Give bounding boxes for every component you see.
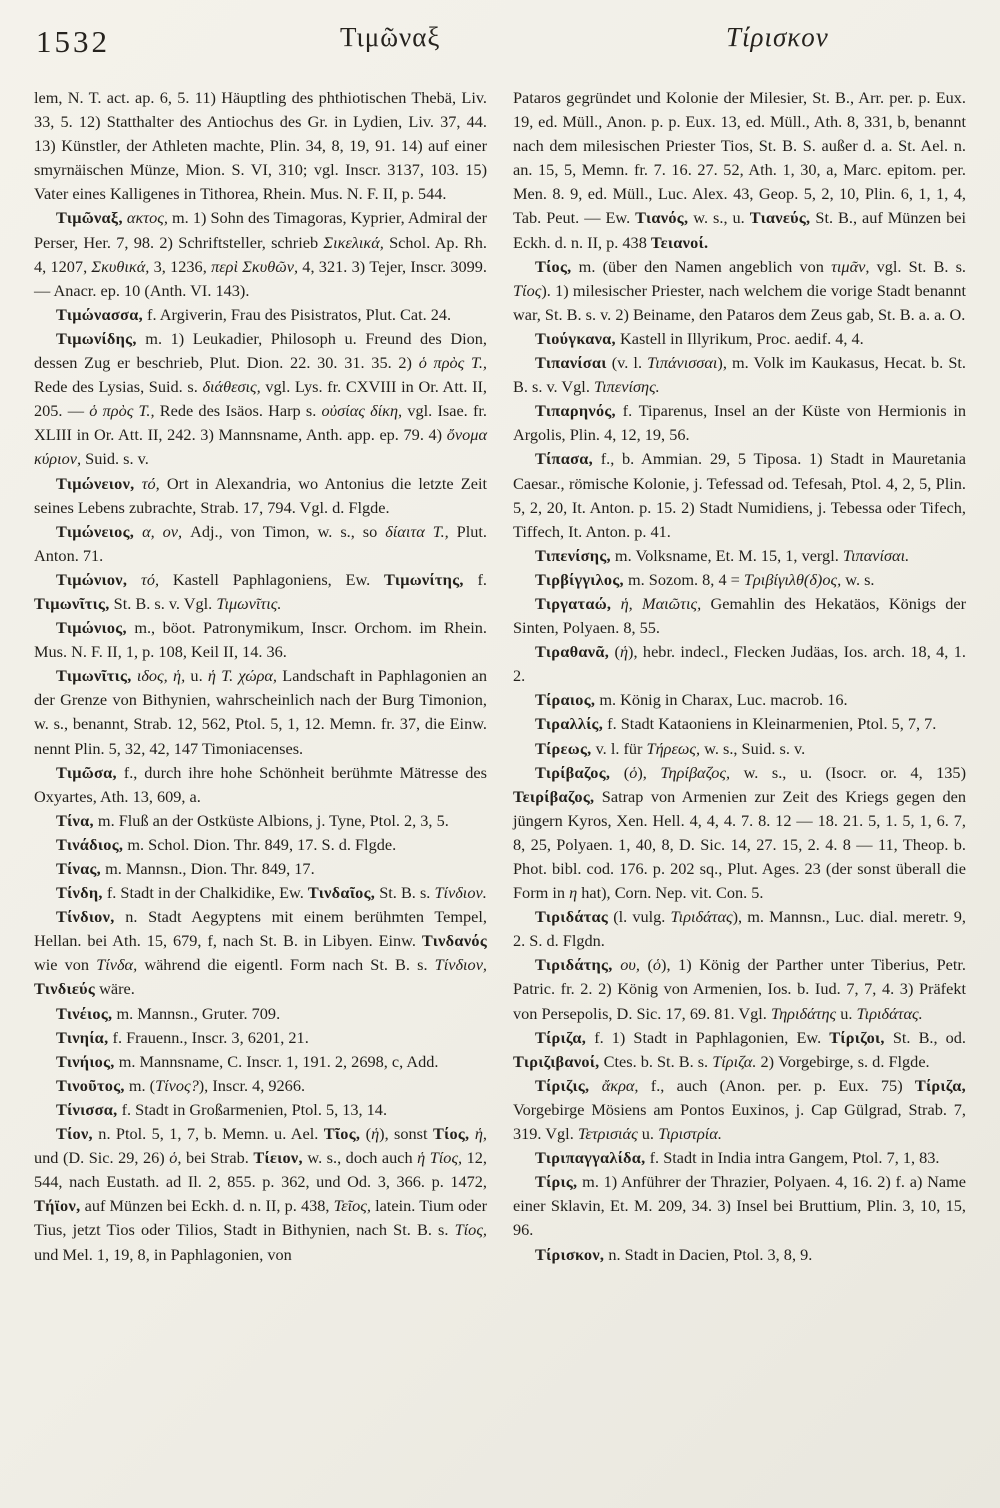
entry-headword: Τινηία, [56,1027,109,1047]
greek-term: α, ον, [142,521,183,541]
dictionary-entry: Τίον, n. Ptol. 5, 1, 7, b. Memn. u. Ael. Τῖος, (ἡ), sonst Τίος, ἡ, und (D. Sic. 29, 26) ὁ, bei Strab. Τίειον, w. s., doch auch ἡ Τίος, 12, 544, nach Eustath. ad Il. 2, 855. p. 362, und Od. 3, 366. p. 1472, Τήϊον, auf Münzen bei Eckh. d. n. II, p. 438, Τεῖος, latein. Tium oder Tius, jetzt Tios oder Tilios, Stadt in Bithynien, nach St. B. s. Τίος, und Mel. 1, 19, 8, in Paphlagonien, von [34,1124,488,1264]
entry-headword: Τιμῶναξ, [56,208,123,228]
dictionary-entry: Τιμώνιον, τό, Kastell Paphlagoniens, Ew. Τιμωνίτης, f. Τιμωνῖτις, St. B. s. v. Vgl. Τιμωνῖτις. [34,569,487,613]
page-header [0,16,1000,80]
dictionary-entry: Τιριπαγγαλίδα, f. Stadt in India intra Gangem, Ptol. 7, 1, 83. [535,1148,940,1168]
dictionary-entry: Τιούγκανα, Kastell in Illyrikum, Proc. aedif. 4, 4. [535,328,864,348]
greek-term: ὁ [629,762,638,782]
continuation-paragraph: lem, N. T. act. ap. 6, 5. 11) Häuptling des phthiotischen Thebä, Liv. 33, 5. 12) Statthalter des Antiochus des Gr. in Lydien, Liv. 37, 44. 13) Künstler, der Athleten machte, Plin. 34, 8, 19, 91. 14) auf einer smyrnäischen Münze, Mion. S. VI, 310; vgl. Inscr. 3137, 103. 15) Vater eines Kalligenes in Tithorea, Rhein. Mus. N. F. II, p. 544. [34,88,487,204]
page-number: 1532 [36,24,110,59]
entry-headword: Τιρίβαζος, [535,762,611,782]
entry-headword: Τινοῦτος, [56,1075,125,1095]
entry-headword: Τιμωνῖτις, [34,593,110,613]
greek-term: τιμᾶν, [831,256,870,276]
dictionary-entry: Τίρισκον, n. Stadt in Dacien, Ptol. 3, 8, 9. [535,1244,813,1264]
greek-term: Τιμωνῖτις. [216,593,282,613]
entry-headword: Τίριζις, [535,1075,590,1095]
dictionary-entry: Τίνας, m. Mannsn., Dion. Thr. 849, 17. [56,859,315,878]
entry-headword: Τίνα, [56,810,94,830]
dictionary-entry: Τιραθανᾶ, (ἡ), hebr. indecl., Flecken Judäas, Ios. arch. 18, 4, 1. 2. [513,642,966,686]
greek-term: ἡ [371,1124,380,1144]
dictionary-entry: Τίνισσα, f. Stadt in Großarmenien, Ptol. 5, 13, 14. [56,1099,388,1119]
dictionary-entry: Τίριζα, f. 1) Stadt in Paphlagonien, Ew. Τίριζοι, St. B., od. Τιριζιβανοί, Ctes. b. St. B. s. Τίριζα. 2) Vorgebirge, s. d. Flgde. [513,1027,967,1071]
greek-term: ὁ [652,955,662,975]
greek-term: ακτος, [126,208,168,228]
entry-headword: Τιπαρηνός, [535,401,616,421]
greek-term: Τίος, [454,1220,487,1240]
greek-term: ὄνομα κύριον, [34,425,487,469]
entry-headword: Τιρβίγγιλος, [535,569,624,589]
greek-term: Τίνος? [155,1075,199,1095]
text-columns [34,86,966,1267]
entry-headword: Τιμώνειον, [56,473,135,493]
entry-headword: Τινδιεύς [34,979,96,999]
dictionary-entry: Τίνδη, f. Stadt in der Chalkidike, Ew. Τινδαῖος, St. B. s. Τίνδιον. [56,883,487,903]
entry-headword: Τειρίβαζος, [513,786,595,806]
greek-term: ἄκρα, [601,1075,639,1095]
entry-headword: Τίριζα, [914,1075,967,1095]
greek-term: ἡ Τίος, [417,1148,463,1168]
dictionary-entry: Τιρίβαζος, (ὁ), Τηρίβαζος, w. s., u. (Isocr. or. 4, 135) Τειρίβαζος, Satrap von Armenien zur Zeit des Kriegs gegen den jüngern Kyros, Xen. Hell. 4, 4, 4. 7. 8. 12 — 18. 21. 5, 1. 5, 1, 6. 7, 8, 25, Polyaen. 1, 40, 8, D. Sic. 14, 27. 15, 2. 4. 8 — 11, Theop. b. Phot. bibl. cod. 176. p. 202 sq., Plut. Ages. 23 (der sonst überall die Form in η hat), Corn. Nep. vit. Con. 5. [513,762,966,903]
entry-headword: Τιμωνῖτις, [56,666,132,686]
entry-headword: Τιμωνίδης, [56,328,137,348]
greek-term: ὁ πρὸς Τ., [418,353,487,373]
entry-headword: Τῖος, [323,1124,361,1144]
entry-headword: Τινέιος, [56,1003,113,1023]
dictionary-entry: Τίνδιον, n. Stadt Aegyptens mit einem berühmten Tempel, Hellan. bei Ath. 15, 679, f, nach St. B. in Libyen. Einw. Τινδανός wie von Τίνδα, während die eigentl. Form nach St. B. s. Τίνδιον, Τινδιεύς wäre. [34,907,487,999]
dictionary-entry: Τίπασα, f., b. Ammian. 29, 5 Tiposa. 1) Stadt in Mauretania Caesar., römische Kolonie, j. Tefessad od. Tefesah, Ptol. 4, 2, 5, Plin. 5, 2, 20, It. Anton. p. 15. 2) Stadt Numidiens, j. Tebessa oder Tifech, Tiffech, It. Anton. p. 41. [513,449,966,541]
dictionary-entry: Τίριζις, ἄκρα, f., auch (Anon. per. p. Eux. 75) Τίριζα, Vorgebirge Mösiens am Pontos Euxinos, j. Cap Gülgrad, Strab. 7, 319. Vgl. Τετρισιάς u. Τιριστρία. [513,1075,967,1144]
entry-headword: Τίειον, [253,1148,303,1168]
entry-headword: Τίπασα, [535,449,594,469]
entry-headword: Τιραλλίς, [535,714,604,734]
greek-term: η [569,883,578,903]
greek-term: Τιπενίσης. [593,377,660,397]
dictionary-entry: Τινήιος, m. Mannsname, C. Inscr. 1, 191. 2, 2698, c, Add. [56,1051,439,1071]
greek-term: ου, [620,955,640,975]
dictionary-entry: Τίρις, m. 1) Anführer der Thrazier, Polyaen. 4, 16. 2) f. a) Name einer Sklavin, Et. M. 209, 34. 3) Insel bei Bruttium, Plin. 3, 10, 15, 96. [513,1172,966,1240]
dictionary-entry: Τιμώνιος, m., böot. Patronymikum, Inscr. Orchom. im Rhein. Mus. N. F. II, 1, p. 108, Keil II, 14. 36. [34,618,487,662]
continuation-paragraph: Pataros gegründet und Kolonie der Milesier, St. B., Arr. per. p. Eux. 19, ed. Müll., Anon. p. p. Eux. 13, ed. Müll., Ath. 8, 331, b, benannt nach dem milesischen Priester Tios, St. B. S. außer d. a. St. Ael. n. an. 15, 5, Memn. fr. 7. 16. 27. 52, Ath. 1, 30, a, Marc. epitom. per. Men. 8. 9, ed. Müll., Luc. Alex. 43, Geop. 5, 2, 10, Plin. 6, 1, 1, 4, Tab. Peut. — Ew. Τιανός, w. s., u. Τιανεύς, St. B., auf Münzen bei Eckh. d. n. II, p. 438 Τειανοί. [513,88,966,252]
dictionary-entry: Τίρεως, v. l. für Τήρεως, w. s., Suid. s. v. [535,738,806,758]
entry-headword: Τίριζοι, [829,1027,885,1047]
greek-term: Τίνδιον, [434,955,487,975]
entry-headword: Τιπανίσαι [535,353,607,373]
dictionary-entry: Τιμωνῖτις, ιδος, ἡ, u. ἡ Τ. χώρα, Landschaft in Paphlagonien an der Grenze von Bithynien, wahrscheinlich nach der Burg Timonion, w. s., benannt, Strab. 12, 562, Ptol. 5, 1, 12. Memn. fr. 37, die Einw. nennt Plin. 5, 32, 42, 147 Timoniacenses. [34,666,488,758]
greek-term: Τεῖος, [333,1196,371,1216]
entry-headword: Τίρις, [535,1172,578,1192]
dictionary-entry: Τίος, m. (über den Namen angeblich von τιμᾶν, vgl. St. B. s. Τίος). 1) milesischer Priester, nach welchem die vorige Stadt benannt war, St. B. s. v. 2) Beiname, den Pataros dem Zeus gab, St. B. a. a. O. [513,256,966,324]
column-left [34,86,487,1267]
entry-headword: Τιμώνειος, [56,521,135,541]
entry-headword: Τιούγκανα, [535,328,616,348]
entry-headword: Τιριδάτης, [535,955,613,975]
entry-headword: Τιπενίσης, [535,545,611,565]
greek-term: τό, [141,473,160,493]
entry-headword: Τιμώνιον, [56,569,128,589]
entry-headword: Τίνδιον, [56,907,115,927]
entry-headword: Τιριδάτας [535,907,609,927]
greek-term: τό, [141,569,160,589]
dictionary-entry: Τιργαταώ, ἡ, Μαιῶτις, Gemahlin des Hekatäos, Königs der Sinten, Polyaen. 8, 55. [513,593,967,638]
entry-headword: Τιριπαγγαλίδα, [535,1148,646,1168]
dictionary-entry: Τιμώνειος, α, ον, Adj., von Timon, w. s., so δίαιτα Τ., Plut. Anton. 71. [34,521,487,565]
greek-term: Τίνδιον. [434,883,487,903]
entry-headword: Τινήιος, [56,1051,115,1071]
greek-term: Τηρίβαζος, [660,762,731,782]
entry-headword: Τινδανός [421,931,487,951]
greek-term: περὶ Σκυθῶν, [211,256,299,276]
greek-term: Τίνδα, [96,955,138,975]
greek-term: Τιριδάτας [670,907,733,927]
entry-headword: Τιργαταώ, [535,593,612,613]
greek-term: Τιριδάτας. [856,1003,923,1023]
left-column-keyword: Τιμῶναξ [340,22,441,52]
greek-term: ιδος, [136,666,168,686]
entry-headword: Τιμῶσα, [56,762,117,782]
dictionary-entry: Τιπαρηνός, f. Tiparenus, Insel an der Küste von Hermionis in Argolis, Plin. 4, 12, 19, 56. [513,401,966,445]
dictionary-entry: Τιριδάτης, ου, (ὁ), 1) König der Parther unter Tiberius, Petr. Patric. fr. 2. 2) König von Armenien, Ios. b. Iud. 7, 7, 4. 3) Präfekt von Persepolis, D. Sic. 17, 69. 81. Vgl. Τηριδάτης u. Τιριδάτας. [513,955,966,1023]
greek-term: ἡ Τ. χώρα, [207,666,278,686]
dictionary-entry: Τιριδάτας (l. vulg. Τιριδάτας), m. Mannsn., Luc. dial. meretr. 9, 2. S. d. Flgdn. [513,907,966,951]
dictionary-entry: Τίραιος, m. König in Charax, Luc. macrob. 16. [535,690,848,710]
column-right [513,86,966,1267]
dictionary-entry: Τιμώνασσα, f. Argiverin, Frau des Pisistratos, Plut. Cat. 24. [56,304,452,324]
dictionary-entry: Τίνα, m. Fluß an der Ostküste Albions, j. Tyne, Ptol. 2, 3, 5. [56,810,449,830]
entry-headword: Τίριζα, [535,1027,587,1047]
entry-headword: Τήϊον, [34,1196,81,1216]
greek-term: Τιπανίσαι. [842,545,910,565]
entry-headword: Τίρισκον, [535,1244,605,1264]
greek-term: Σκυθικά, [91,256,150,276]
greek-term: Τετρισιάς [577,1124,638,1144]
greek-term: Σικελικά, [323,232,384,252]
dictionary-entry: Τιμῶναξ, ακτος, m. 1) Sohn des Timagoras, Kyprier, Admiral der Perser, Her. 7, 98. 2) Schriftsteller, schrieb Σικελικά, Schol. Ap. Rh. 4, 1207, Σκυθικά, 3, 1236, περὶ Σκυθῶν, 4, 321. 3) Tejer, Inscr. 3099. — Anacr. ep. 10 (Anth. VI. 143). [34,208,488,300]
entry-headword: Τίνδη, [56,883,103,903]
greek-term: ὁ πρὸς Τ., [89,401,155,421]
entry-headword: Τιριζιβανοί, [513,1051,600,1071]
greek-term: ἡ, [474,1124,487,1144]
greek-term: οὐσίας δίκη, [321,401,403,421]
greek-term: ὁ, [169,1148,182,1168]
entry-headword: Τινάδιος, [56,834,124,854]
entry-headword: Τιανός, [635,208,689,228]
dictionary-entry: Τιμώνειον, τό, Ort in Alexandria, wo Antonius die letzte Zeit seines Lebens zubrachte, Strab. 17, 794. Vgl. d. Flgde. [34,473,487,517]
dictionary-entry: Τιπανίσαι (v. l. Τιπάνισσαι), m. Volk im Kaukasus, Hecat. b. St. B. s. v. Vgl. Τιπενίσης. [513,353,966,397]
greek-term: διάθεσις, [202,377,261,397]
dictionary-entry: Τινάδιος, m. Schol. Dion. Thr. 849, 17. S. d. Flgde. [56,834,397,854]
greek-term: Τίριζα. [712,1051,757,1071]
entry-headword: Τίον, [56,1124,93,1144]
right-column-keyword: Τίρισκον [726,22,829,52]
greek-term: δίαιτα Τ., [385,521,449,541]
entry-headword: Τινδαῖος, [307,883,376,903]
entry-headword: Τειανοί. [650,232,709,252]
dictionary-entry: Τινηία, f. Frauenn., Inscr. 3, 6201, 21. [56,1027,309,1047]
entry-headword: Τίος, [535,256,572,276]
dictionary-entry: Τιμῶσα, f., durch ihre hohe Schönheit berühmte Mätresse des Oxyartes, Ath. 13, 609, a. [34,762,487,806]
dictionary-entry: Τιμωνίδης, m. 1) Leukadier, Philosoph u. Freund des Dion, dessen Zug er beschrieb, Plut. Dion. 22. 30. 31. 35. 2) ὁ πρὸς Τ., Rede des Lysias, Suid. s. διάθεσις, vgl. Lys. fr. CXVIII in Or. Att. II, 205. — ὁ πρὸς Τ., Rede des Isäos. Harp s. οὐσίας δίκη, vgl. Isae. fr. XLIII in Or. Att. II, 242. 3) Mannsname, Anth. app. ep. 79. 4) ὄνομα κύριον, Suid. s. v. [34,328,487,469]
entry-headword: Τιμωνίτης, [383,569,464,589]
greek-term: ἡ [619,642,629,662]
entry-headword: Τίος, [432,1124,470,1144]
dictionary-entry: Τιρβίγγιλος, m. Sozom. 8, 4 = Τριβίγιλθ(δ)ος, w. s. [535,569,875,589]
entry-headword: Τίνας, [56,859,102,878]
greek-term: Τιριστρία. [658,1124,722,1144]
entry-headword: Τίρεως, [535,738,592,758]
entry-headword: Τίνισσα, [56,1099,118,1119]
dictionary-entry: Τιπενίσης, m. Volksname, Et. M. 15, 1, vergl. Τιπανίσαι. [535,545,910,565]
entry-headword: Τιμώνιος, [56,618,127,638]
greek-term: Μαιῶτις, [642,593,702,613]
greek-term: Τηριδάτης [770,1003,837,1023]
greek-term: ἡ, [173,666,186,686]
dictionary-entry: Τιραλλίς, f. Stadt Kataoniens in Kleinarmenien, Ptol. 5, 7, 7. [535,714,937,734]
entry-headword: Τίραιος, [535,690,596,710]
entry-headword: Τιμώνασσα, [56,304,143,324]
dictionary-entry: Τινέιος, m. Mannsn., Gruter. 709. [56,1003,281,1023]
greek-term: Τίος [513,280,542,300]
greek-term: ἡ, [620,593,633,613]
greek-term: Τήρεως, [646,738,701,758]
entry-headword: Τιραθανᾶ, [535,642,610,662]
greek-term: Τριβίγιλθ(δ)ος, [743,569,842,589]
dictionary-entry: Τινοῦτος, m. (Τίνος?), Inscr. 4, 9266. [56,1075,306,1095]
entry-headword: Τιανεύς, [749,208,811,228]
greek-term: Τιπάνισσαι [647,353,718,373]
